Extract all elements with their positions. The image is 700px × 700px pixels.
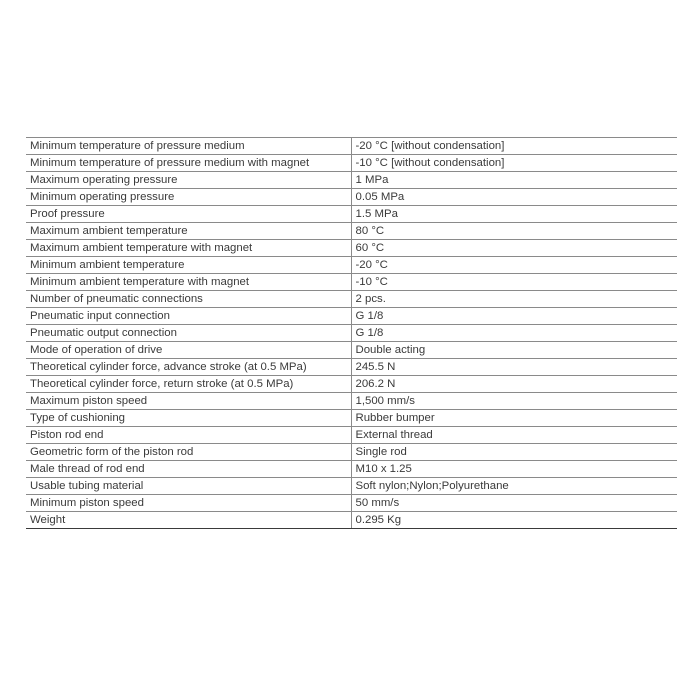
spec-value-cell: -10 °C [without condensation] xyxy=(351,155,677,172)
spec-name-cell: Pneumatic input connection xyxy=(26,308,351,325)
spec-name-cell: Minimum piston speed xyxy=(26,495,351,512)
table-row xyxy=(26,223,677,240)
spec-name-cell: Minimum ambient temperature with magnet xyxy=(26,274,351,291)
spec-value-cell: G 1/8 xyxy=(351,308,677,325)
spec-value-cell: Double acting xyxy=(351,342,677,359)
spec-name-cell: Minimum operating pressure xyxy=(26,189,351,206)
spec-value-cell: 2 pcs. xyxy=(351,291,677,308)
table-row xyxy=(26,512,677,529)
spec-value-cell: 245.5 N xyxy=(351,359,677,376)
table-row xyxy=(26,461,677,478)
table-row xyxy=(26,155,677,172)
spec-value-cell: -10 °C xyxy=(351,274,677,291)
spec-value-cell: Soft nylon;Nylon;Polyurethane xyxy=(351,478,677,495)
table-row xyxy=(26,495,677,512)
table-row xyxy=(26,274,677,291)
spec-value-cell: 0.05 MPa xyxy=(351,189,677,206)
specification-table xyxy=(26,137,677,529)
spec-value-cell: 1 MPa xyxy=(351,172,677,189)
spec-name-cell: Minimum temperature of pressure medium xyxy=(26,138,351,155)
spec-name-cell: Maximum ambient temperature xyxy=(26,223,351,240)
spec-value-cell: 60 °C xyxy=(351,240,677,257)
spec-name-cell: Piston rod end xyxy=(26,427,351,444)
table-row xyxy=(26,393,677,410)
spec-value-cell: G 1/8 xyxy=(351,325,677,342)
table-row xyxy=(26,410,677,427)
table-row xyxy=(26,172,677,189)
table-row xyxy=(26,359,677,376)
table-row xyxy=(26,376,677,393)
spec-name-cell: Maximum piston speed xyxy=(26,393,351,410)
specification-table-body xyxy=(26,138,677,529)
spec-name-cell: Proof pressure xyxy=(26,206,351,223)
spec-value-cell: -20 °C [without condensation] xyxy=(351,138,677,155)
spec-value-cell: 206.2 N xyxy=(351,376,677,393)
table-row xyxy=(26,427,677,444)
spec-value-cell: 1,500 mm/s xyxy=(351,393,677,410)
spec-value-cell: M10 x 1.25 xyxy=(351,461,677,478)
spec-value-cell: External thread xyxy=(351,427,677,444)
spec-value-cell: Rubber bumper xyxy=(351,410,677,427)
spec-name-cell: Theoretical cylinder force, return stroke (at 0.5 MPa) xyxy=(26,376,351,393)
spec-name-cell: Minimum temperature of pressure medium with magnet xyxy=(26,155,351,172)
spec-name-cell: Maximum operating pressure xyxy=(26,172,351,189)
spec-value-cell: 0.295 Kg xyxy=(351,512,677,529)
spec-name-cell: Usable tubing material xyxy=(26,478,351,495)
table-row xyxy=(26,478,677,495)
table-row xyxy=(26,308,677,325)
spec-value-cell: -20 °C xyxy=(351,257,677,274)
table-row xyxy=(26,325,677,342)
spec-value-cell: Single rod xyxy=(351,444,677,461)
table-row xyxy=(26,240,677,257)
spec-name-cell: Type of cushioning xyxy=(26,410,351,427)
spec-name-cell: Mode of operation of drive xyxy=(26,342,351,359)
spec-value-cell: 80 °C xyxy=(351,223,677,240)
spec-name-cell: Minimum ambient temperature xyxy=(26,257,351,274)
spec-name-cell: Weight xyxy=(26,512,351,529)
table-row xyxy=(26,342,677,359)
table-row xyxy=(26,189,677,206)
table-row xyxy=(26,257,677,274)
table-row xyxy=(26,206,677,223)
spec-name-cell: Geometric form of the piston rod xyxy=(26,444,351,461)
table-row xyxy=(26,138,677,155)
spec-name-cell: Male thread of rod end xyxy=(26,461,351,478)
spec-name-cell: Number of pneumatic connections xyxy=(26,291,351,308)
spec-value-cell: 50 mm/s xyxy=(351,495,677,512)
table-row xyxy=(26,291,677,308)
spec-value-cell: 1.5 MPa xyxy=(351,206,677,223)
spec-name-cell: Maximum ambient temperature with magnet xyxy=(26,240,351,257)
table-row xyxy=(26,444,677,461)
spec-name-cell: Theoretical cylinder force, advance stroke (at 0.5 MPa) xyxy=(26,359,351,376)
spec-name-cell: Pneumatic output connection xyxy=(26,325,351,342)
